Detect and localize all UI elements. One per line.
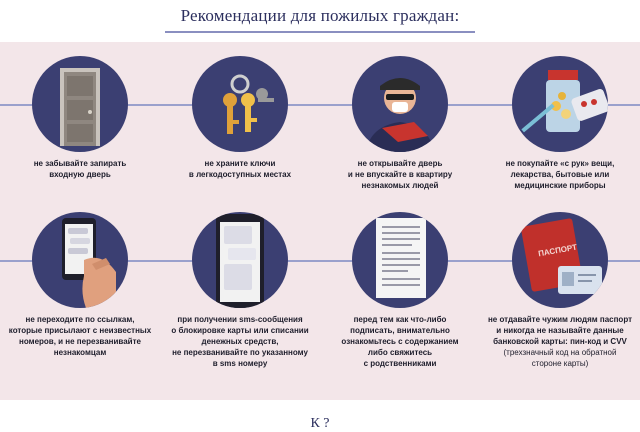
medicine-icon bbox=[512, 56, 608, 152]
title-underline bbox=[165, 31, 475, 33]
caption-passport bbox=[480, 314, 640, 369]
passport-label: ПАСПОРТ bbox=[537, 242, 578, 259]
caption-keys: не храните ключи в легкодоступных местах bbox=[188, 159, 292, 179]
page-title: Рекомендации для пожилых граждан: bbox=[180, 6, 460, 25]
medicine-circle bbox=[512, 56, 608, 152]
caption-passport-main: не отдавайте чужим людям паспорт и никогда не называйте данные банковской карты: пин-код и CVV bbox=[487, 315, 633, 346]
door-icon bbox=[32, 56, 128, 152]
keys-icon bbox=[192, 56, 288, 152]
stranger-icon bbox=[352, 56, 448, 152]
phone-hand-icon bbox=[32, 212, 128, 308]
document-icon bbox=[352, 212, 448, 308]
sms-phone-circle bbox=[192, 212, 288, 308]
caption-door: не забывайте запирать входную дверь bbox=[33, 159, 127, 179]
caption-passport-sub: (трехзначный код на обратной стороне карты) bbox=[503, 348, 617, 368]
caption-document: перед тем как что-либо подписать, внимательно ознакомьтесь с содержанием либо свяжитесь с родственниками bbox=[341, 315, 459, 368]
passport-icon bbox=[512, 212, 608, 308]
sms-phone-icon bbox=[192, 212, 288, 308]
keys-circle bbox=[192, 56, 288, 152]
document-circle bbox=[352, 212, 448, 308]
caption-medicine: не покупайте «с рук» вещи, лекарства, бытовые или медицинские приборы bbox=[505, 159, 615, 190]
stranger-circle bbox=[352, 56, 448, 152]
phone-hand-circle bbox=[32, 212, 128, 308]
caption-phone-hand: не переходите по ссылкам, которые присылают с неизвестных номеров, и не перезванивайте незнакомцам bbox=[8, 315, 152, 357]
caption-sms: при получении sms-сообщения о блокировке карты или списании денежных средств, не перезванивайте по указанному в sms номеру bbox=[171, 315, 309, 368]
caption-stranger: не открывайте дверь и не впускайте в квартиру незнакомых людей bbox=[347, 159, 453, 190]
recommendations-panel bbox=[0, 42, 640, 400]
footer-heading: К ? bbox=[310, 416, 330, 431]
door-circle bbox=[32, 56, 128, 152]
passport-circle bbox=[512, 212, 608, 308]
